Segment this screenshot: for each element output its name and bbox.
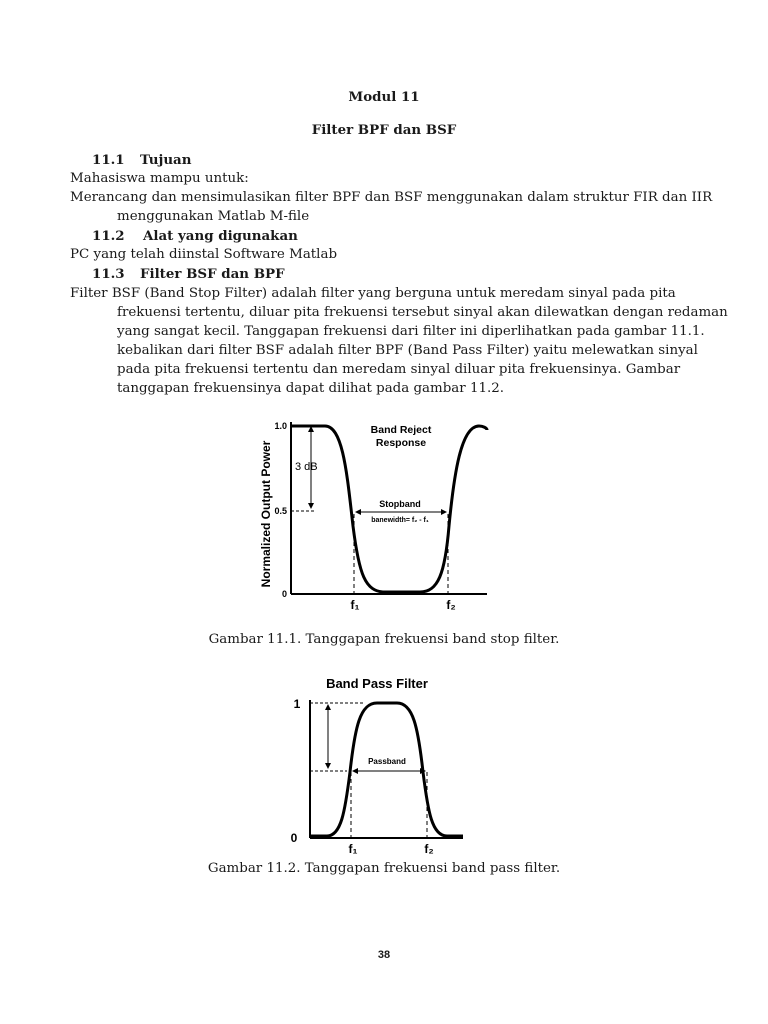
tujuan-intro: Mahasiswa mampu untuk: (70, 171, 249, 186)
paragraph-line: Filter BSF (Band Stop Filter) adalah filter yang berguna untuk meredam sinyal pada pita (70, 286, 676, 301)
tick-label: 1.0 (274, 421, 287, 431)
page-subtitle: Filter BPF dan BSF (311, 122, 457, 138)
tujuan-item-line2: menggunakan Matlab M-file (117, 209, 310, 224)
tick-label: 1 (293, 697, 301, 711)
passband-label: Passband (368, 757, 406, 766)
figure-caption-2: Gambar 11.2. Tanggapan frekuensi band pass filter. (207, 861, 561, 876)
bandwidth-label: banewidth= f₂ - f₁ (371, 517, 429, 524)
f1-label: f₁ (350, 598, 360, 612)
figure-title: Response (375, 437, 427, 449)
page-title: Modul 11 (348, 89, 420, 105)
figure-band-reject (255, 414, 495, 614)
f1-label: f₁ (348, 842, 358, 856)
figure-caption-1: Gambar 11.1. Tanggapan frekuensi band stop filter. (208, 632, 560, 647)
page-number: 38 (377, 949, 391, 961)
ylabel: Normalized Output Power (259, 440, 273, 588)
figure-title: Band Pass Filter (326, 676, 428, 691)
tick-label: 0 (290, 831, 298, 845)
figure-band-pass (285, 672, 470, 857)
section-heading-3: Filter BSF dan BPF (140, 266, 285, 282)
tick-label: 0.5 (274, 506, 287, 516)
section-number-3: 11.3 (92, 266, 125, 282)
section-heading-1: Tujuan (140, 152, 192, 168)
paragraph-line: kebalikan dari filter BSF adalah filter BPF (Band Pass Filter) yaitu melewatkan sinyal (117, 343, 698, 358)
paragraph-line: frekuensi tertentu, diluar pita frekuensi tersebut sinyal akan dilewatkan dengan redaman (117, 305, 728, 320)
arrow-head-icon (355, 509, 361, 515)
tujuan-item-line1: Merancang dan mensimulasikan filter BPF dan BSF menggunakan dalam struktur FIR dan IIR (70, 190, 713, 205)
arrow-head-icon (308, 503, 314, 509)
paragraph-line: yang sangat kecil. Tanggapan frekuensi dari filter ini diperlihatkan pada gambar 11.1. (117, 324, 705, 339)
response-curve (291, 426, 487, 592)
paragraph-line: tanggapan frekuensinya dapat dilihat pada gambar 11.2. (117, 381, 505, 396)
response-curve (310, 703, 463, 836)
f2-label: f₂ (446, 598, 456, 612)
arrow-head-icon (441, 509, 447, 515)
stopband-label: Stopband (379, 499, 421, 509)
f2-label: f₂ (424, 842, 434, 856)
figure-title: Band Reject (370, 424, 432, 436)
section-number-1: 11.1 (92, 152, 125, 168)
section-heading-2: Alat yang digunakan (143, 228, 298, 244)
arrow-head-icon (325, 763, 331, 769)
tick-label: 0 (281, 589, 287, 599)
section-number-2: 11.2 (92, 228, 125, 244)
arrow-head-icon (352, 768, 358, 774)
alat-text: PC yang telah diinstal Software Matlab (70, 247, 338, 262)
db-label: 3 dB (295, 461, 318, 473)
arrow-head-icon (325, 704, 331, 710)
paragraph-line: pada pita frekuensi tertentu dan meredam sinyal diluar pita frekuensinya. Gambar (117, 362, 681, 377)
